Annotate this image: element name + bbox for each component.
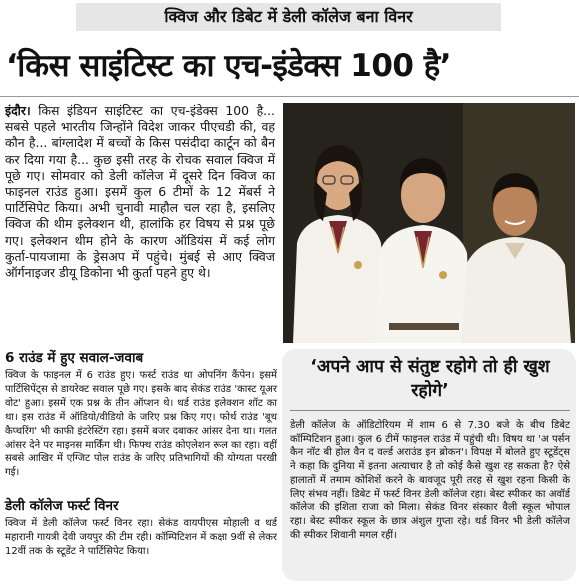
subheading-winner: डेली कॉलेज फर्स्ट विनर (5, 498, 119, 514)
dateline: इंदौर। (5, 103, 31, 118)
subheading-rounds: 6 राउंड में हुए सवाल-जवाब (5, 350, 144, 366)
pull-quote: ‘अपने आप से संतुष्ट रहोगे तो ही खुश रहोगे’ (310, 357, 550, 401)
winner-paragraph: क्विज में डेली कॉलेज फर्स्ट विनर रहा। सेकंड वायपीएस मोहाली व थर्ड महारानी गायत्री देवी जयपुर की टीम रही। कॉम्पिटिशन में कक्षा 9वीं से लेकर 12वीं तक के स्टूडेंट ने पार्टिसिपेट किया। (5, 518, 277, 557)
lead-text: किस इंडियन साइंटिस्ट का एच-इंडेक्स 100 है... सबसे पहले भारतीय जिन्होंने विदेश जाकर पीएचडी की, वह कौन है... बांग्लादेश में बच्चों के किस पसंदीदा कार्टून को बैन कर दिया गया है... कुछ इसी तरह के रोचक सवाल क्विज में पूछे गए। सोमवार को डेली कॉलेज में दूसरे दिन क्विज का फाइनल राउंड हुआ। इसमें कुल 6 टीमों के 12 मेंबर्स ने पार्टिसिपेट किया। अभी चुनावी माहौल चल रहा है, इसलिए क्विज की थीम इलेक्शन थी, हालांकि हर विषय से प्रश्न पूछे गए। इलेक्शन थीम होने के कारण ऑडियंस में कई लोग कुर्ता-पायजामा के ड्रेसअप में पहुंचे। मुंबई से आए क्विज ऑर्गनाइजर डीयू डिकोना भी कुर्ता पहने हुए थे। (5, 103, 275, 281)
group-photo (283, 103, 575, 343)
rounds-paragraph: क्विज के फाइनल में 6 राउंड हुए। फर्स्ट राउंड था ओपनिंग कैंपेन। इसमें पार्टिसिपेंट्स से डायरेक्ट सवाल पूछे गए। इसके बाद सेकंड राउंड 'कास्ट यूअर वोट' हुआ। इसमें एक प्रश्न के तीन ऑप्शन थे। थर्ड राउंड इलेक्शन शॉट का था। इस राउंड में ऑडियो/वीडियो के जरिए प्रश्न किए गए। फोर्थ राउंड 'बूथ कैप्चरिंग' भी काफी इंटरेस्टिंग रहा। इसमें बजर दबाकर आंसर देना था। गलत आंसर देने पर माइनस मार्किंग थी। फिफ्थ राउंड कोएलेशन रूल का रहा। वहीं सबसे आखिर में एग्जिट पोल राउंड के जरिए प्रतिभागियों की योग्यता परखी गई। (5, 370, 277, 479)
lead-paragraph (5, 103, 275, 281)
section-kicker: क्विज और डिबेट में डेली कॉलेज बना विनर (76, 3, 501, 31)
pull-quote-divider (290, 410, 570, 411)
headline: ‘किस साइंटिस्ट का एच-इंडेक्स 100 है’ (6, 48, 452, 84)
headline-divider (0, 96, 579, 97)
debate-paragraph: डेली कॉलेज के ऑडिटोरियम में शाम 6 से 7.30 बजे के बीच डिबेट कॉम्पिटिशन हुआ। कुल 6 टीमें फाइनल राउंड में पहुंची थी। विषय था 'अ पर्सन कैन नॉट बी होल वैन द वर्ल्ड अराउंड इन ब्रोकन'। विपक्ष में बोलते हुए स्टूडेंट्स ने कहा कि दुनिया में इतना अत्याचार है तो कोई कैसे खुश रह सकता है? ऐसे हालातों में तमाम कोशिशें करने के बावजूद पूरी तरह से खुश रहना किसी के लिए संभव नहीं। डिबेट में फर्स्ट विनर डेली कॉलेज रहा। बेस्ट स्पीकर का अवॉर्ड कॉलेज की इशिता राजा को मिला। सेकंड विनर संस्कार वैली स्कूल भोपाल रहा। बेस्ट स्पीकर स्कूल के छात्र अंशुल गुप्ता रहे। थर्ड विनर भी डेली कॉलेज की स्पीकर शिवानी मगल रहीं। (290, 420, 570, 541)
group-photo-illustration (283, 103, 575, 343)
